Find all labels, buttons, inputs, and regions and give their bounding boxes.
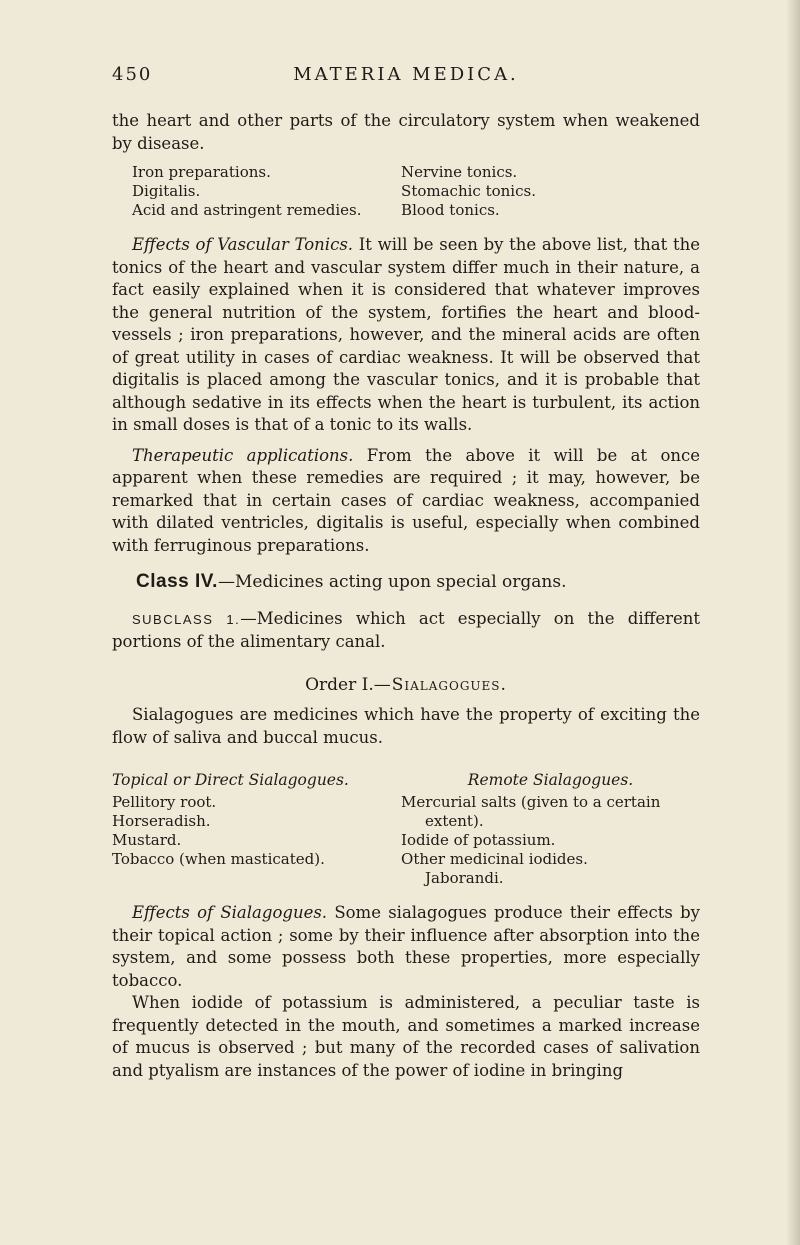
effects-sialagogues-paragraph — [112, 902, 700, 992]
list-item: Digitalis. — [132, 182, 201, 200]
effects-vascular-paragraph — [112, 234, 700, 437]
class-label: Class IV. — [136, 571, 218, 592]
effects-sialagogues-heading: Effects of Sialagogues. — [132, 903, 328, 922]
tonic-list-left — [112, 163, 401, 220]
list-item: Nervine tonics. — [401, 163, 518, 181]
effects-sialagogues-text: Some sialagogues produce their effects by their topical action ; some by their influence after absorption into the system, and some possess both these properties, more especially tobacco. — [112, 903, 700, 990]
effects-vascular-heading: Effects of Vascular Tonics. — [132, 235, 354, 254]
list-item: Pellitory root. — [112, 793, 217, 811]
subclass-label: SUBCLASS 1. — [132, 611, 241, 627]
order-name: —Sialagogues. — [373, 674, 507, 695]
sialagogues-definition: Sialagogues are medicines which have the property of exciting the flow of saliva and buccal mucus. — [112, 705, 700, 747]
therapeutic-heading: Therapeutic applications. — [132, 445, 354, 465]
page-body — [112, 110, 700, 1082]
iodide-paragraph: When iodide of potassium is administered, a peculiar taste is frequently detected in the mouth, and sometimes a marked increase of mucus is observed ; but many of the recorded cases of salivation and ptyalism are instances of the power of iodine in bringing — [112, 993, 700, 1080]
list-item: Stomachic tonics. — [401, 182, 536, 200]
list-item: Other medicinal iodides. — [401, 850, 588, 868]
effects-vascular-text: It will be seen by the above list, that the tonics of the heart and vascular system differ much in their nature, a fact easily explained when it is considered that whatever improves the general nutrition of the system, fortifies the heart and blood-vessels ; iron preparations, however, and the mineral acids are often of great utility in cases of cardiac weakness. It will be observed that digitalis is placed among the vascular tonics, and it is probable that although sedative in its effects when the heart is turbulent, its action in small doses is that of a tonic to its walls. — [112, 235, 700, 434]
order-heading — [112, 674, 700, 697]
therapeutic-paragraph — [112, 445, 700, 558]
list-item: Mercurial salts (given to a certain — [401, 793, 661, 811]
remote-sialagogues — [391, 771, 700, 888]
class-heading — [112, 571, 700, 594]
page-number: 450 — [112, 64, 153, 85]
remote-heading: Remote Sialagogues. — [467, 771, 634, 789]
list-item: Iron preparations. — [132, 163, 271, 181]
topical-sialagogues — [112, 771, 391, 888]
list-item: Mustard. — [112, 831, 182, 849]
page-edge-shadow — [786, 0, 800, 1245]
list-item: Iodide of potassium. — [401, 831, 556, 849]
list-item: Blood tonics. — [401, 201, 500, 219]
list-item: Tobacco (when masticated). — [112, 850, 325, 868]
list-item: Jaborandi. — [425, 869, 504, 887]
tonic-list-right — [401, 163, 700, 220]
tonic-list — [112, 163, 700, 220]
order-label: Order I. — [305, 674, 374, 695]
class-description: —Medicines acting upon special organs. — [217, 572, 567, 592]
sialagogue-lists — [112, 771, 700, 888]
list-item: extent). — [425, 812, 484, 830]
topical-heading: Topical or Direct Sialagogues. — [112, 771, 349, 789]
list-item: Acid and astringent remedies. — [132, 201, 362, 219]
running-title: MATERIA MEDICA. — [293, 64, 519, 85]
subclass-heading — [112, 608, 700, 654]
subclass-description: —Medicines which act especially on the different portions of the alimentary canal. — [112, 608, 700, 651]
list-item: Horseradish. — [112, 812, 211, 830]
page-header — [112, 64, 700, 88]
intro-paragraph: the heart and other parts of the circulatory system when weakened by disease. — [112, 111, 700, 153]
therapeutic-text: From the above it will be at once apparent when these remedies are required ; it may, however, be remarked that in certain cases of cardiac weakness, accompanied with dilated ventricles, digitalis is useful, especially when combined with ferruginous preparations. — [112, 445, 701, 555]
